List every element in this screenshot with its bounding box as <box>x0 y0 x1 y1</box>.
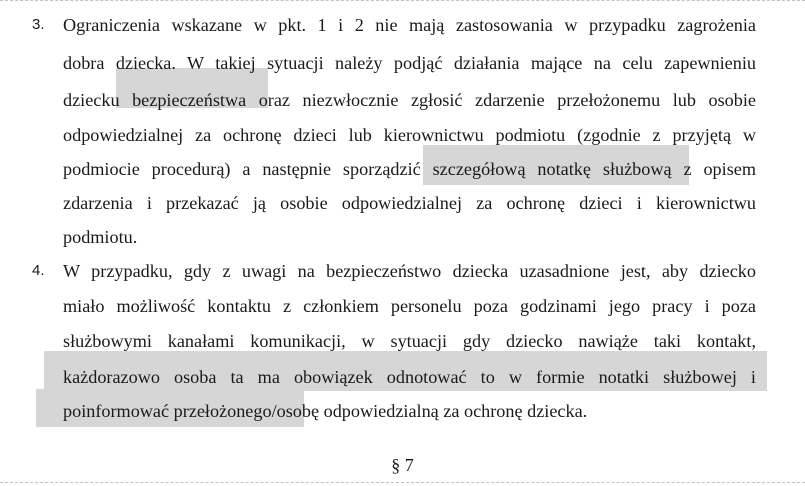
paragraph-line: zdarzenia i przekazać ją osobie odpowiedzialnej za ochronę dzieci i kierownictwu <box>63 193 756 213</box>
cropped-text-bottom <box>0 482 805 485</box>
paragraph-line: podmiocie procedurą) a następnie sporządzić szczegółową notatkę służbową z opisem <box>63 159 756 179</box>
list-number: 4. <box>32 262 45 279</box>
paragraph-line: każdorazowo osoba ta ma obowiązek odnotować to w formie notatki służbowej i <box>63 367 756 387</box>
paragraph-line: W przypadku, gdy z uwagi na bezpieczeństwo dziecka uzasadnione jest, aby dziecko <box>63 261 756 281</box>
paragraph-line: miało możliwość kontaktu z członkiem personelu poza godzinami jego pracy i poza <box>63 296 756 316</box>
paragraph-line: dziecku bezpieczeństwa oraz niezwłocznie zgłosić zdarzenie przełożonemu lub osobie <box>63 90 756 110</box>
paragraph-line: poinformować przełożonego/osobę odpowiedzialną za ochronę dziecka. <box>63 401 588 421</box>
paragraph-line: dobra dziecka. W takiej sytuacji należy podjąć działania mające na celu zapewnieniu <box>63 53 756 73</box>
cropped-text-top <box>0 0 805 3</box>
paragraph-line: Ograniczenia wskazane w pkt. 1 i 2 nie mają zastosowania w przypadku zagrożenia <box>63 15 756 35</box>
paragraph-line: podmiotu. <box>63 227 138 247</box>
section-heading: § 7 <box>391 455 414 475</box>
list-number: 3. <box>32 16 45 33</box>
paragraph-line: służbowymi kanałami komunikacji, w sytuacji gdy dziecko nawiąże taki kontakt, <box>63 331 756 351</box>
paragraph-line: odpowiedzialnej za ochronę dzieci lub kierownictwu podmiotu (zgodnie z przyjętą w <box>63 125 756 145</box>
